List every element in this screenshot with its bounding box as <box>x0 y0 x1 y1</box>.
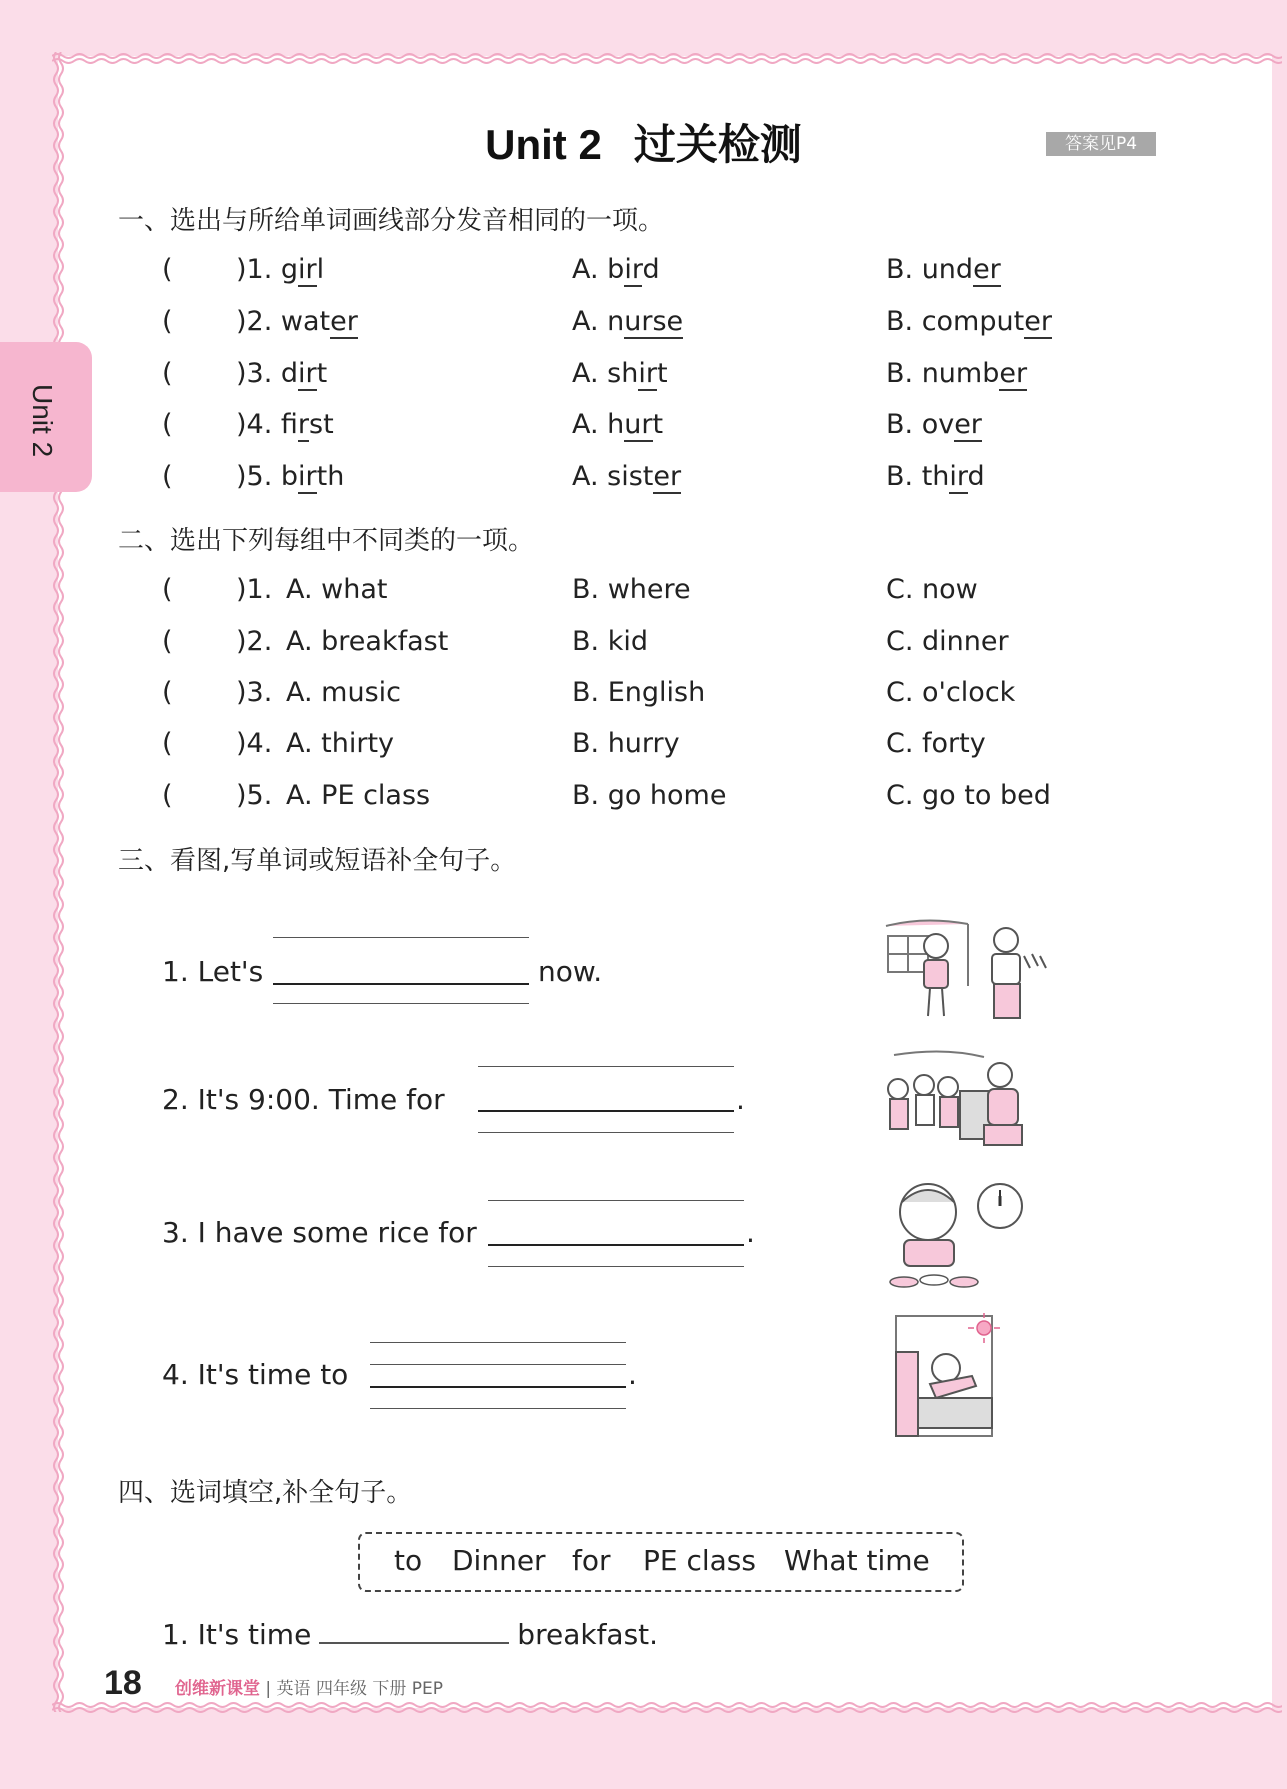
answer-paren-open: ( <box>162 574 173 605</box>
option-c: C. o'clock <box>886 677 1016 708</box>
option-b: B. kid <box>572 626 648 657</box>
option-b: B. number <box>886 358 1028 389</box>
question-number: )1. <box>236 574 273 605</box>
question-word: girl <box>280 254 325 285</box>
part3-q2-answer-lines[interactable] <box>478 1066 734 1134</box>
option-b: B. where <box>572 574 691 605</box>
section-3-heading: 三、看图,写单词或短语补全句子。 <box>118 846 517 876</box>
word-box <box>358 1532 964 1592</box>
answer-slot[interactable] <box>178 626 234 656</box>
option-b: B. English <box>572 677 706 708</box>
answer-slot[interactable] <box>178 677 234 707</box>
question-word: water <box>280 306 358 337</box>
footer-separator: | <box>265 1679 272 1699</box>
answer-paren-close: ) <box>236 306 247 337</box>
footer-rest: 英语 四年级 下册 PEP <box>276 1679 444 1699</box>
section-2-heading: 二、选出下列每组中不同类的一项。 <box>118 526 535 556</box>
answer-paren-close: ) <box>236 358 247 389</box>
part3-q1-answer-lines[interactable] <box>273 937 529 1005</box>
question-number: 3. <box>246 358 273 389</box>
part3-q2-before: 2. It's 9:00. Time for <box>162 1083 445 1116</box>
option-c: C. now <box>886 574 978 605</box>
part1-question <box>236 306 358 337</box>
wavy-border-left <box>50 52 66 1712</box>
answer-slot[interactable] <box>178 728 234 758</box>
question-word: birth <box>280 461 345 492</box>
word-box-item: Dinner <box>452 1544 546 1577</box>
answer-slot[interactable] <box>178 358 234 388</box>
part3-q4-before: 4. It's time to <box>162 1358 349 1391</box>
option-a: A. nurse <box>572 306 684 337</box>
answer-slot[interactable] <box>178 574 234 604</box>
word-box-item: PE class <box>643 1544 756 1577</box>
question-number: 2. <box>246 306 273 337</box>
wavy-border-bottom <box>52 1700 1282 1716</box>
part1-question <box>236 358 327 389</box>
part3-q3-answer-lines[interactable] <box>488 1200 744 1268</box>
part1-question <box>236 254 324 285</box>
unit-side-tab <box>0 342 92 492</box>
answer-paren-open: ( <box>162 728 173 759</box>
answer-slot[interactable] <box>178 780 234 810</box>
part4-q1-before: 1. It's time <box>162 1618 312 1651</box>
option-a: A. what <box>286 574 388 605</box>
question-number: )3. <box>236 677 273 708</box>
option-b: B. go home <box>572 780 727 811</box>
answer-paren-open: ( <box>162 409 173 440</box>
option-b: B. computer <box>886 306 1052 337</box>
question-number: 1. <box>246 254 273 285</box>
question-number: 5. <box>246 461 273 492</box>
picture-boy-eating-clock <box>884 1172 1028 1294</box>
option-c: C. go to bed <box>886 780 1051 811</box>
part3-q1-after: now. <box>538 955 603 988</box>
part4-q1-blank[interactable] <box>319 1622 509 1644</box>
option-a: A. breakfast <box>286 626 449 657</box>
option-a: A. hurt <box>572 409 664 440</box>
title-name: 过关检测 <box>633 121 802 168</box>
answer-paren-close: ) <box>236 409 247 440</box>
answer-paren-open: ( <box>162 780 173 811</box>
question-word: dirt <box>280 358 328 389</box>
part3-q3-after: . <box>746 1216 755 1249</box>
option-c: C. forty <box>886 728 986 759</box>
part4-q1 <box>162 1618 658 1651</box>
side-tab-label: Unit 2 <box>27 384 58 458</box>
picture-music-class <box>884 1045 1024 1149</box>
word-box-item: What time <box>784 1544 930 1577</box>
picture-boy-getting-up <box>892 1312 1008 1440</box>
part3-q1-before: 1. Let's <box>162 955 264 988</box>
option-b: B. under <box>886 254 1001 285</box>
answer-paren-open: ( <box>162 626 173 657</box>
answer-slot[interactable] <box>178 409 234 439</box>
footer-text <box>175 1674 443 1699</box>
part3-q2-after: . <box>736 1083 745 1116</box>
option-b: B. hurry <box>572 728 680 759</box>
answer-paren-close: ) <box>236 461 247 492</box>
option-b: B. third <box>886 461 985 492</box>
question-word: first <box>280 409 334 440</box>
option-a: A. bird <box>572 254 660 285</box>
part4-q1-after: breakfast. <box>517 1618 659 1651</box>
question-number: 4. <box>246 409 273 440</box>
answer-paren-open: ( <box>162 677 173 708</box>
part3-q4-after: . <box>628 1358 637 1391</box>
word-box-item: to <box>394 1544 423 1577</box>
option-b: B. over <box>886 409 982 440</box>
option-a: A. PE class <box>286 780 431 811</box>
question-number: )4. <box>236 728 273 759</box>
answer-badge: 答案见P4 <box>1046 132 1156 156</box>
option-a: A. thirty <box>286 728 395 759</box>
answer-slot[interactable] <box>178 461 234 491</box>
answer-paren-open: ( <box>162 461 173 492</box>
footer-brand: 创维新课堂 <box>175 1679 260 1699</box>
answer-paren-open: ( <box>162 306 173 337</box>
part1-question <box>236 461 344 492</box>
part1-question <box>236 409 334 440</box>
question-number: )2. <box>236 626 273 657</box>
answer-paren-close: ) <box>236 254 247 285</box>
option-c: C. dinner <box>886 626 1009 657</box>
answer-paren-open: ( <box>162 358 173 389</box>
page-sheet <box>58 56 1272 1708</box>
page-number: 18 <box>104 1664 142 1702</box>
part3-q4-answer-lines[interactable] <box>370 1342 626 1410</box>
picture-kids-classroom <box>884 916 1050 1028</box>
word-box-item: for <box>572 1544 611 1577</box>
part3-q3-before: 3. I have some rice for <box>162 1216 477 1249</box>
section-1-heading: 一、选出与所给单词画线部分发音相同的一项。 <box>118 206 665 236</box>
answer-slot[interactable] <box>178 254 234 284</box>
option-a: A. sister <box>572 461 682 492</box>
title-unit: Unit 2 <box>485 121 602 168</box>
option-a: A. shirt <box>572 358 668 389</box>
wavy-border-top <box>52 50 1282 66</box>
section-4-heading: 四、选词填空,补全句子。 <box>118 1478 413 1508</box>
question-number: )5. <box>236 780 273 811</box>
option-a: A. music <box>286 677 401 708</box>
answer-slot[interactable] <box>178 306 234 336</box>
answer-paren-open: ( <box>162 254 173 285</box>
